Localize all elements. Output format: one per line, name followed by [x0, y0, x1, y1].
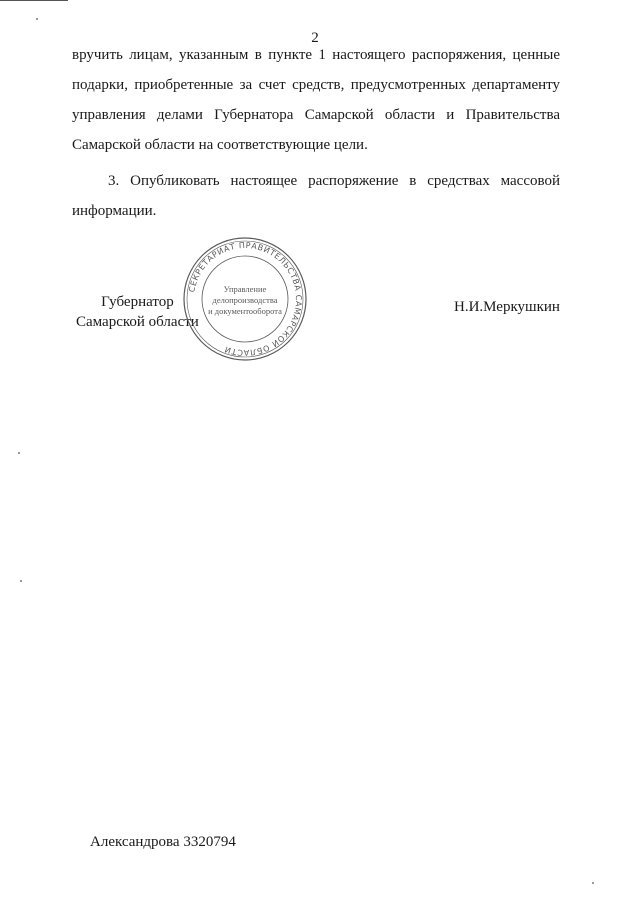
scan-corner-mark — [0, 0, 68, 6]
paragraph-continuation: вручить лицам, указанным в пункте 1 настоящего распоряжения, ценные подарки, приобретенные за счет средств, предусмотренных департаменту управления делами Губернатора Самарской области и Правительства Самарской области на соответствующие цели. — [72, 47, 560, 153]
signatory-title — [76, 292, 199, 332]
scan-dot — [18, 452, 20, 454]
scan-dot — [592, 882, 594, 884]
seal-inner-line3: и документооборота — [208, 306, 282, 316]
page-number: 2 — [311, 30, 319, 46]
scan-dot — [36, 18, 38, 20]
seal-inner-line1: Управление — [223, 284, 267, 294]
signatory-title-line1: Губернатор — [101, 294, 174, 310]
seal-outer-text: СЕКРЕТАРИАТ ПРАВИТЕЛЬСТВА САМАРСКОЙ ОБЛАСТИ — [187, 240, 304, 358]
document-body — [72, 40, 560, 226]
official-seal — [182, 236, 308, 362]
paragraph-item-3: 3. Опубликовать настоящее распоряжение в средствах массовой информации. — [72, 173, 560, 219]
signatory-name: Н.И.Меркушкин — [454, 299, 560, 315]
signatory-title-line2: Самарской области — [76, 314, 199, 330]
scan-dot — [20, 580, 22, 582]
seal-inner-line2: делопроизводства — [212, 295, 278, 305]
executor-contact: Александрова 3320794 — [90, 834, 236, 850]
